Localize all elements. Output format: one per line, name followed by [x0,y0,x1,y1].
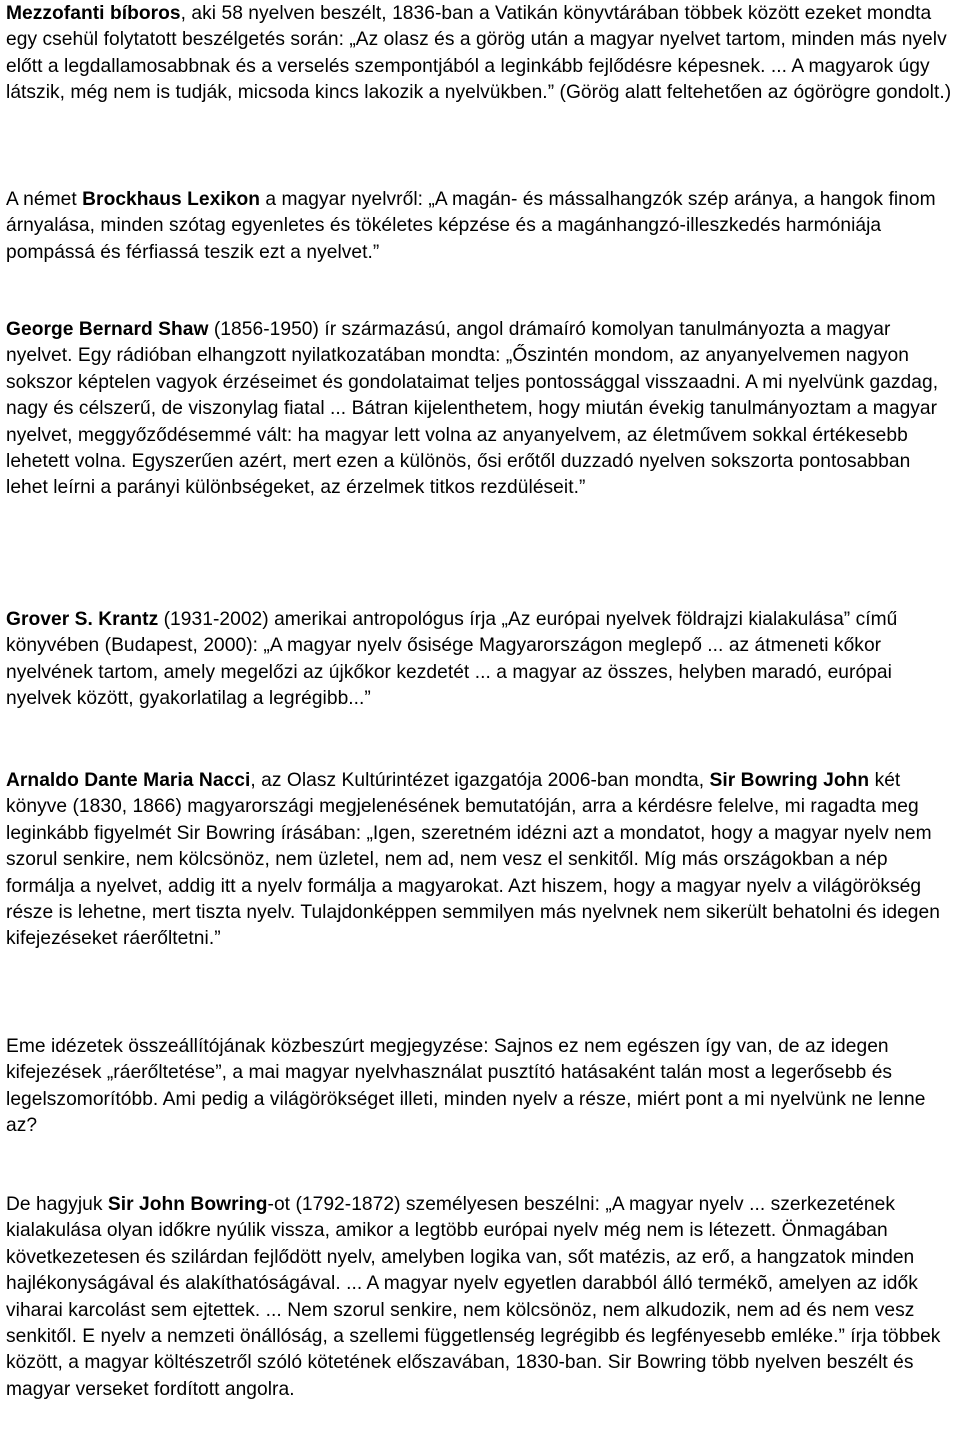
paragraph-text: Eme idézetek összeállítójának közbeszúrt megjegyzése: Sajnos ez nem egészen így van, de az idegen kifejezések „ráerőltetése”, a mai magyar nyelvhasználat pusztító hatásaként talán most a legerősebb és legelszomorítóbb. Ami pedig a világörökséget illeti, minden nyelv a része, miért pont a mi nyelvünk ne lenne az? [6,1036,926,1137]
paragraph-shaw [6,317,956,502]
paragraph-text: a magyar nyelvről: „A magán- és mássalhangzók szép aránya, a hangok finom árnyalása, minden szótag egyenletes és tökéletes képzése és a magánhangzó-illeszkedés harmóniája pompássá és férfiassá teszik ezt a nyelvet.” [6,189,936,263]
paragraph-text: A német [6,189,83,210]
paragraph-bowring [6,1192,956,1403]
paragraph-text: (1856-1950) ír származású, angol drámaíró komolyan tanulmányozta a magyar nyelvet. Egy rádióban elhangzott nyilatkozatában mondta: „Őszintén mondom, az anyanyelvemen nagyon sokszor képtelen vagyok érzéseimet és gondolataimat teljes pontossággal visszaadni. A mi nyelvünk gazdag, nagy és célszerű, de viszonylag fiatal ... Bátran kijelenthetem, hogy miután évekig tanulmányoztam a magyar nyelvet, meggyőződésemmé vált: ha magyar lett volna az anyanyelvem, az életművem sokkal értékesebb lehetett volna. Egyszerűen azért, mert ezen a különös, ősi erőtől duzzadó nyelven sokszorta pontosabban lehet leírni a parányi különbségeket, az érzelmek titkos rezdüléseit.” [6,319,939,499]
paragraph-brockhaus [6,187,956,266]
paragraph-nacci [6,768,956,953]
name-nacci: Arnaldo Dante Maria Nacci [6,770,251,791]
name-brockhaus: Brockhaus Lexikon [82,189,260,210]
paragraph-text: De hagyjuk [6,1194,108,1215]
name-mezzofanti: Mezzofanti bíboros [6,3,181,24]
paragraph-text: , aki 58 nyelven beszélt, 1836-ban a Vatikán könyvtárában többek között ezeket mondta egy csehül folytatott beszélgetés során: „Az olasz és a görög után a magyar nyelvet tartom, minden más nyelv előtt a legdallamosabbnak és a verselés szempontjából a leginkább fejlődésre képesnek. ... A magyarok úgy látszik, még nem is tudják, micsoda kincs lakozik a nyelvükben.” (Görög alatt feltehetően az ógörögre gondolt.) [6,3,952,104]
paragraph-text: , az Olasz Kultúrintézet igazgatója 2006-ban mondta, [250,770,710,791]
name-shaw: George Bernard Shaw [6,319,209,340]
paragraph-mezzofanti [6,1,956,107]
name-bowring: Sir Bowring John [709,770,870,791]
name-grover: Grover S. [6,609,93,630]
name-krantz: Krantz [98,609,159,630]
paragraph-text: két könyve (1830, 1866) magyarországi megjelenésének bemutatóján, arra a kérdésre felelve, mi ragadta meg leginkább figyelmét Sir Bowring írásában: „Igen, szeretném idézni azt a mondatot, hogy a magyar nyelv nem szorul senkire, nem kölcsönöz, nem üzletel, nem ad, nem vesz el senkitől. Míg más országokban a nép formálja a nyelvet, addig itt a nyelv formálja a magyarokat. Azt hiszem, hogy a magyar nyelv a világörökség része is lehetne, mert tiszta nyelv. Tulajdonképpen semmilyen más nyelvnek nem sikerült behatolni és idegen kifejezéseket ráerőltetni.” [6,770,940,950]
paragraph-text: (1931-2002) amerikai antropológus írja „Az európai nyelvek földrajzi kialakulása” című könyvében (Budapest, 2000): „A magyar nyelv ősisége Magyarországon meglepő ... az átmeneti kőkor nyelvének tartom, amely megelőzi az újkőkor kezdetét ... a magyar az összes, helyben maradó, európai nyelvek között, gyakorlatilag a legrégibb...” [6,609,898,710]
name-john-bowring: Sir John Bowring [107,1194,268,1215]
paragraph-krantz [6,607,956,713]
paragraph-text: -ot (1792-1872) személyesen beszélni: „A magyar nyelv ... szerkezetének kialakulása olyan időkre nyúlik vissza, amikor a legtöbb európai nyelv még nem is létezett. Önmagában következetesen és szilárdan fejlődött nyelv, amelyben logika van, sőt matézis, az erő, a hangzatok minden hajlékonyságával és alakíthatóságával. ... A magyar nyelv egyetlen darabból álló termékõ, amelyen az idők viharai karcolást sem ejtettek. ... Nem szorul senkire, nem kölcsönöz, nem alkudozik, nem ad és nem vesz senkitől. E nyelv a nemzeti önállóság, a szellemi függetlenség legrégibb és legfényesebb emléke.” írja többek között, a magyar költészetről szóló kötetének előszavában, 1830-ban. Sir Bowring több nyelven beszélt és magyar verseket fordított angolra. [6,1194,941,1400]
paragraph-editor-note [6,1034,956,1140]
